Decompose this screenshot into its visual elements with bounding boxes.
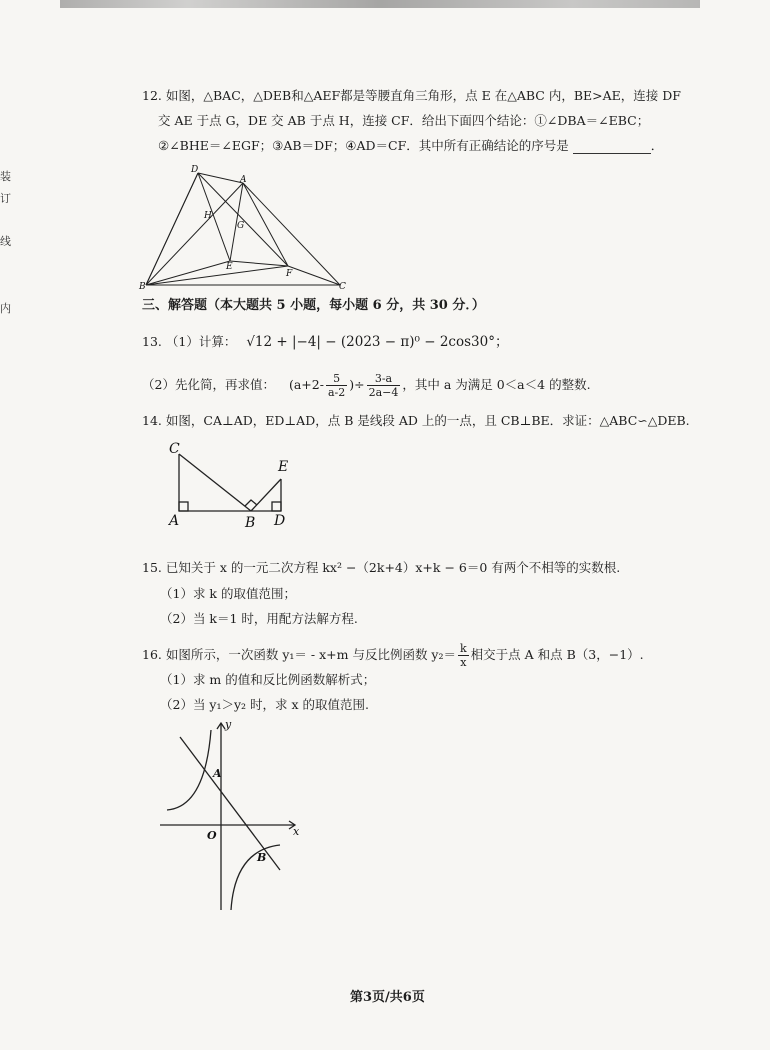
q12-line3 bbox=[158, 138, 663, 154]
q15-line bbox=[142, 560, 620, 576]
margin-mark: 订 bbox=[0, 192, 11, 205]
label-F: F bbox=[286, 269, 293, 279]
axis-x-label: x bbox=[293, 825, 300, 838]
q13-p2-left: (a+2- bbox=[288, 377, 324, 392]
label-A: A bbox=[240, 175, 247, 185]
label-H: H bbox=[204, 211, 212, 221]
label-G: G bbox=[237, 221, 245, 231]
q13-p2-label: （2）先化简，再求值： bbox=[142, 377, 275, 392]
fraction bbox=[458, 642, 469, 669]
answer-blank[interactable] bbox=[573, 141, 651, 154]
fraction-denominator: 2a−4 bbox=[368, 386, 399, 399]
fraction-numerator: 3-a bbox=[367, 372, 401, 386]
q12-text-1: 如图，△BAC，△DEB和△AEF都是等腰直角三角形，点 E 在△ABC 内，BE>AE，连接 DF bbox=[165, 88, 681, 103]
q13-p2-mid: )÷ bbox=[349, 377, 365, 392]
section-title: 三、解答题（本大题共 5 小题，每小题 6 分，共 30 分．） bbox=[142, 298, 485, 313]
q15-part1: （1）求 k 的取值范围； bbox=[160, 586, 296, 601]
fraction bbox=[326, 372, 347, 399]
label-E: E bbox=[278, 459, 289, 475]
q16-text-a: 如图所示，一次函数 y₁＝ - x+m 与反比例函数 y₂＝ bbox=[165, 647, 456, 662]
q12-line1 bbox=[142, 88, 681, 104]
page-number: 第3页/共6页 bbox=[350, 990, 425, 1005]
q16-number: 16. bbox=[142, 647, 162, 662]
q13-p1-label: （1）计算： bbox=[165, 334, 237, 349]
label-E: E bbox=[226, 262, 233, 272]
label-D: D bbox=[191, 165, 199, 175]
origin-label: O bbox=[207, 829, 217, 842]
q12-text-2: 交 AE 于点 G，DE 交 AB 于点 H，连接 CF．给出下面四个结论：①∠DBA＝∠EBC； bbox=[158, 113, 650, 128]
fraction bbox=[367, 372, 401, 399]
q12-figure bbox=[138, 158, 353, 293]
label-B: B bbox=[245, 515, 256, 531]
point-B-label: B bbox=[257, 851, 267, 864]
q14-figure bbox=[165, 438, 300, 533]
margin-mark: 线 bbox=[0, 235, 11, 248]
fraction-denominator: x bbox=[460, 656, 467, 669]
q16-graph bbox=[155, 715, 305, 915]
q15-number: 15. bbox=[142, 560, 162, 575]
q16-line bbox=[142, 642, 644, 669]
q13-part2 bbox=[142, 370, 591, 400]
q13-p1-expression: √12 + |−4| − (2023 − π)⁰ − 2cos30°； bbox=[246, 334, 509, 350]
axis-y-label: y bbox=[225, 718, 232, 731]
label-A: A bbox=[169, 513, 180, 529]
q16-part1: （1）求 m 的值和反比例函数解析式； bbox=[160, 672, 376, 687]
q14-line bbox=[142, 413, 690, 429]
q14-number: 14. bbox=[142, 413, 162, 428]
q12-text-3: ②∠BHE＝∠EGF；③AB＝DF；④AD＝CF．其中所有正确结论的序号是 bbox=[158, 138, 569, 153]
scan-edge bbox=[60, 0, 700, 8]
q12-text-3-end: ． bbox=[650, 138, 664, 153]
fraction-numerator: k bbox=[460, 642, 467, 655]
q14-text: 如图，CA⊥AD，ED⊥AD，点 B 是线段 AD 上的一点，且 CB⊥BE．求证：△ABC∽△DEB. bbox=[165, 413, 690, 428]
margin-mark: 内 bbox=[0, 302, 11, 315]
q13-number: 13. bbox=[142, 334, 162, 349]
q16-part2: （2）当 y₁＞y₂ 时，求 x 的取值范围. bbox=[160, 697, 370, 712]
q13-part1 bbox=[142, 334, 508, 350]
fraction-numerator: 5 bbox=[326, 372, 347, 386]
q15-text: 已知关于 x 的一元二次方程 kx² −（2k+4）x+k − 6＝0 有两个不相等的实数根. bbox=[165, 560, 621, 575]
label-B: B bbox=[139, 282, 146, 292]
q13-p2-tail: ，其中 a 为满足 0＜a＜4 的整数. bbox=[402, 377, 591, 392]
q15-part2: （2）当 k＝1 时，用配方法解方程. bbox=[160, 611, 358, 626]
label-D: D bbox=[274, 513, 286, 529]
label-C: C bbox=[339, 282, 346, 292]
fraction-denominator: a-2 bbox=[327, 386, 346, 399]
label-C: C bbox=[169, 441, 180, 457]
q16-text-b: 相交于点 A 和点 B（3，−1）. bbox=[470, 647, 644, 662]
q12-number: 12. bbox=[142, 88, 162, 103]
point-A-label: A bbox=[213, 767, 222, 780]
margin-mark: 装 bbox=[0, 170, 11, 183]
